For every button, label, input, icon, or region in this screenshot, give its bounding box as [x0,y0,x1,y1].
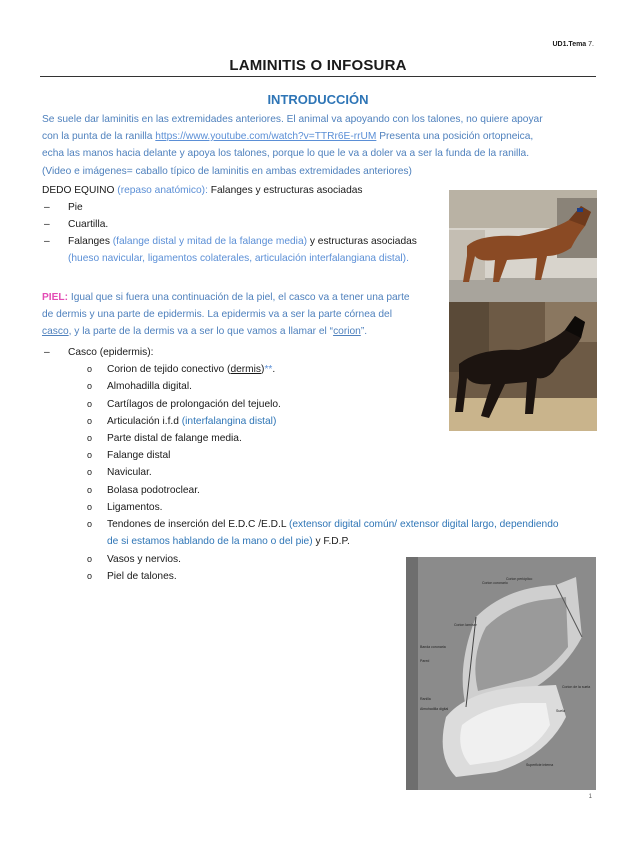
sublist-item: Cartílagos de prolongación del tejuelo. [107,399,281,410]
piel-paragraph [42,289,442,341]
list-dash: – [44,202,50,213]
photo-chestnut-horse [449,190,597,302]
bullet: o [87,519,93,529]
bullet: o [87,433,93,443]
diagram-label: Corion coronario [482,581,508,585]
diagram-label: Superficie interna [526,763,554,767]
falanges-line-2: (hueso navicular, ligamentos colaterales, articulación interfalangiana distal). [68,253,409,264]
diagram-label: Almohadilla digital [420,707,449,711]
intro-line-1: Se suele dar laminitis en las extremidades anteriores. El animal va apoyando con los talones, no quiere apoyar [42,114,543,125]
tendones-line-2 [107,533,350,550]
bullet: o [87,467,93,477]
bullet: o [87,485,93,495]
falanges-rest: y estructuras asociadas [309,236,417,247]
bullet: o [87,450,93,460]
casco-term: casco [42,326,69,338]
bullet: o [87,554,93,564]
hoof-anatomy-diagram [406,557,596,790]
bullet: o [87,364,93,374]
title-divider [40,76,596,77]
unit-label: UD1.Tema [552,41,587,48]
corion-c: ) [261,364,265,375]
sublist-item: Bolasa podotroclear. [107,485,200,496]
list-item-cuartilla: Cuartilla. [68,219,109,230]
sublist-item: Ligamentos. [107,502,163,513]
casco-label: Casco (epidermis): [68,347,154,358]
piel-line-3 [42,323,442,340]
sublist-item: Vasos y nervios. [107,554,181,565]
diagram-label: Corion laminar [454,623,477,627]
bullet: o [87,416,93,426]
corion-a: Corion de tejido conectivo ( [107,364,231,375]
tendones-d: y F.D.P. [315,536,350,547]
tendones-a: Tendones de inserción del E.D.C /E.D.L [107,519,287,530]
diagram-label: Suela [556,709,565,713]
bullet: o [87,381,93,391]
piel-line-1-text: Igual que si fuera una continuación de la piel, el casco va a tener una parte [70,292,410,303]
dedo-equino-line [42,182,363,199]
piel-label: PIEL: [42,292,69,303]
unit-header [552,41,594,48]
sublist-item: Piel de talones. [107,571,177,582]
falanges-line [68,233,417,250]
intro-line-3: echa las manos hacia delante y apoya los talones, porque lo que le va a doler va a ser la funda de la ranilla. [42,148,530,160]
sublist-item: Navicular. [107,467,152,478]
bullet: o [87,571,93,581]
diagram-label: Pared [420,659,430,663]
falanges-label: Falanges [68,236,110,247]
bullet: o [87,502,93,512]
intro-line-4: (Video e imágenes= caballo típico de laminitis en ambas extremidades anteriores) [42,165,412,177]
sublist-item: Almohadilla digital. [107,381,192,392]
intro-line-2 [42,128,597,145]
corion-term: corion [333,326,361,338]
diagram-label: Banda coronaria [420,645,446,649]
sublist-item: Falange distal [107,450,171,461]
piel-line-3-mid: , y la parte de la dermis va a ser lo que vamos a llamar el “ [68,326,334,338]
tendones-item [107,516,559,533]
youtube-link[interactable]: https://www.youtube.com/watch?v=TTRr6E-rrUM [155,131,377,143]
dedo-label: DEDO EQUINO [42,185,115,196]
dark-horse-illustration [449,302,597,431]
tendones-b: (extensor digital común/ extensor digital largo, dependiendo [288,519,559,530]
articulacion-item [107,413,276,430]
page-number: 1 [588,794,592,800]
artic-paren: (interfalangina distal) [181,416,277,427]
corion-item [107,361,275,378]
unit-number: 7. [588,41,594,48]
intro-line-2-end: Presenta una posición ortopneica, [379,131,534,143]
piel-line-2: de dermis y una parte de epidermis. La epidermis va a ser la parte córnea del [42,309,392,321]
list-dash: – [44,236,50,247]
diagram-label: Ranilla [420,697,431,701]
intro-line-2-start: con la punta de la ranilla [42,131,153,143]
diagram-label: Corion de la suela [562,685,591,689]
artic-label: Articulación i.f.d [107,416,179,427]
list-dash: – [44,219,50,230]
falanges-paren: (falange distal y mitad de la falange media) [112,236,308,247]
dermis-term: dermis [230,364,262,375]
piel-line-1 [42,289,442,306]
chestnut-horse-illustration [449,190,597,302]
dedo-paren: (repaso anatómico): [117,185,208,196]
section-heading-introduccion: INTRODUCCIÓN [267,92,369,107]
bullet: o [87,399,93,409]
tendones-c: de si estamos hablando de la mano o del pie) [107,536,313,547]
photo-dark-horse [449,302,597,431]
list-item-pie: Pie [68,202,83,213]
dedo-rest: Falanges y estructuras asociadas [210,185,363,196]
corion-d: . [272,364,276,375]
intro-paragraph [42,111,597,180]
piel-line-3-end: ”. [360,326,368,338]
sublist-item: Parte distal de falange media. [107,433,242,444]
hoof-cross-section-illustration [406,557,596,790]
stars-mark: ** [264,364,273,375]
list-dash: – [44,347,50,358]
diagram-label: Corion perióplico [506,577,533,581]
page-title: LAMINITIS O INFOSURA [229,57,407,74]
